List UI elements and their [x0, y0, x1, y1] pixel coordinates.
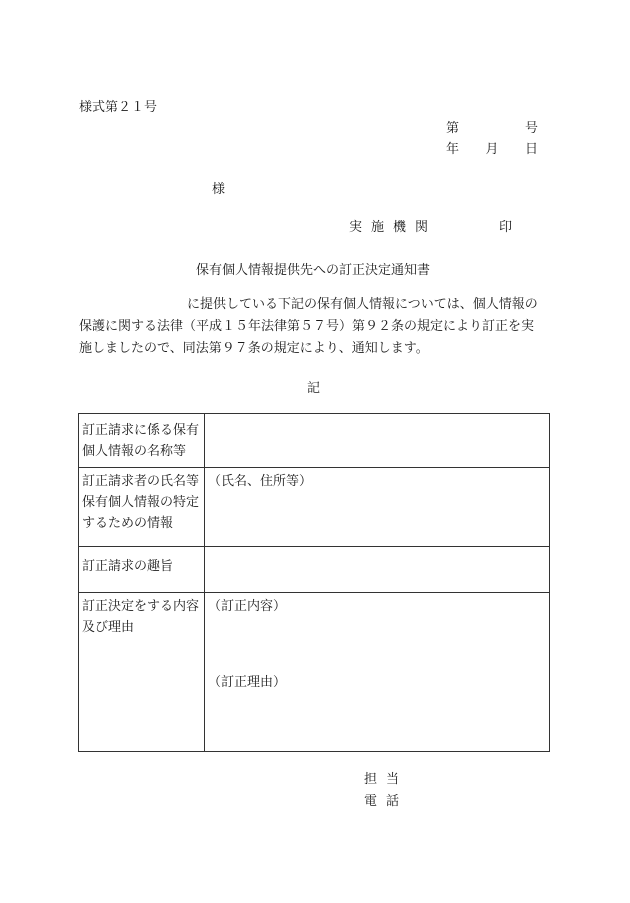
date-row: [446, 138, 538, 157]
details-table: [78, 413, 550, 752]
date-year: 年: [446, 142, 460, 157]
row2-label: 訂正請求者の氏名等保有個人情報の特定するための情報: [79, 468, 205, 547]
document-title: 保有個人情報提供先への訂正決定通知書: [196, 263, 431, 278]
date-day: 日: [524, 142, 538, 157]
date-month: 月: [485, 142, 499, 157]
issuer-row: [349, 216, 513, 235]
contact-phone: 電話: [364, 794, 409, 809]
body-text: [79, 294, 553, 360]
table-row: [79, 468, 550, 547]
issuer-org: 実施機関: [349, 220, 438, 235]
row4-value: [205, 593, 550, 752]
row2-hint: （氏名、住所等）: [208, 474, 313, 489]
row4-reason-label: （訂正理由）: [208, 675, 287, 690]
row1-label: 訂正請求に係る保有個人情報の名称等: [79, 414, 205, 468]
addressee-suffix: 様: [212, 182, 226, 197]
body-line-3: 施しましたので、同法第９７条の規定により、通知します。: [79, 341, 429, 356]
body-line-1: に提供している下記の保有個人情報については、個人情報の: [187, 297, 538, 312]
issuer-seal: 印: [499, 220, 513, 235]
row3-label: 訂正請求の趣旨: [79, 547, 205, 593]
row2-value: [205, 468, 550, 547]
contact-block: [364, 769, 408, 813]
table-row: [79, 547, 550, 593]
body-line-2: 保護に関する法律（平成１５年法律第５７号）第９２条の規定により訂正を実: [79, 319, 535, 334]
row3-value: [205, 547, 550, 593]
row4-label: 訂正決定をする内容及び理由: [79, 593, 205, 752]
row1-value: [205, 414, 550, 468]
row4-content-label: （訂正内容）: [208, 599, 287, 614]
contact-person: 担当: [364, 772, 409, 787]
ki-heading: 記: [307, 381, 321, 396]
document-number-row: [446, 117, 538, 136]
form-number: 様式第２１号: [79, 100, 158, 115]
table-row: [79, 414, 550, 468]
doc-number-prefix: 第: [446, 121, 460, 136]
table-row: [79, 593, 550, 752]
doc-number-suffix: 号: [524, 121, 538, 136]
